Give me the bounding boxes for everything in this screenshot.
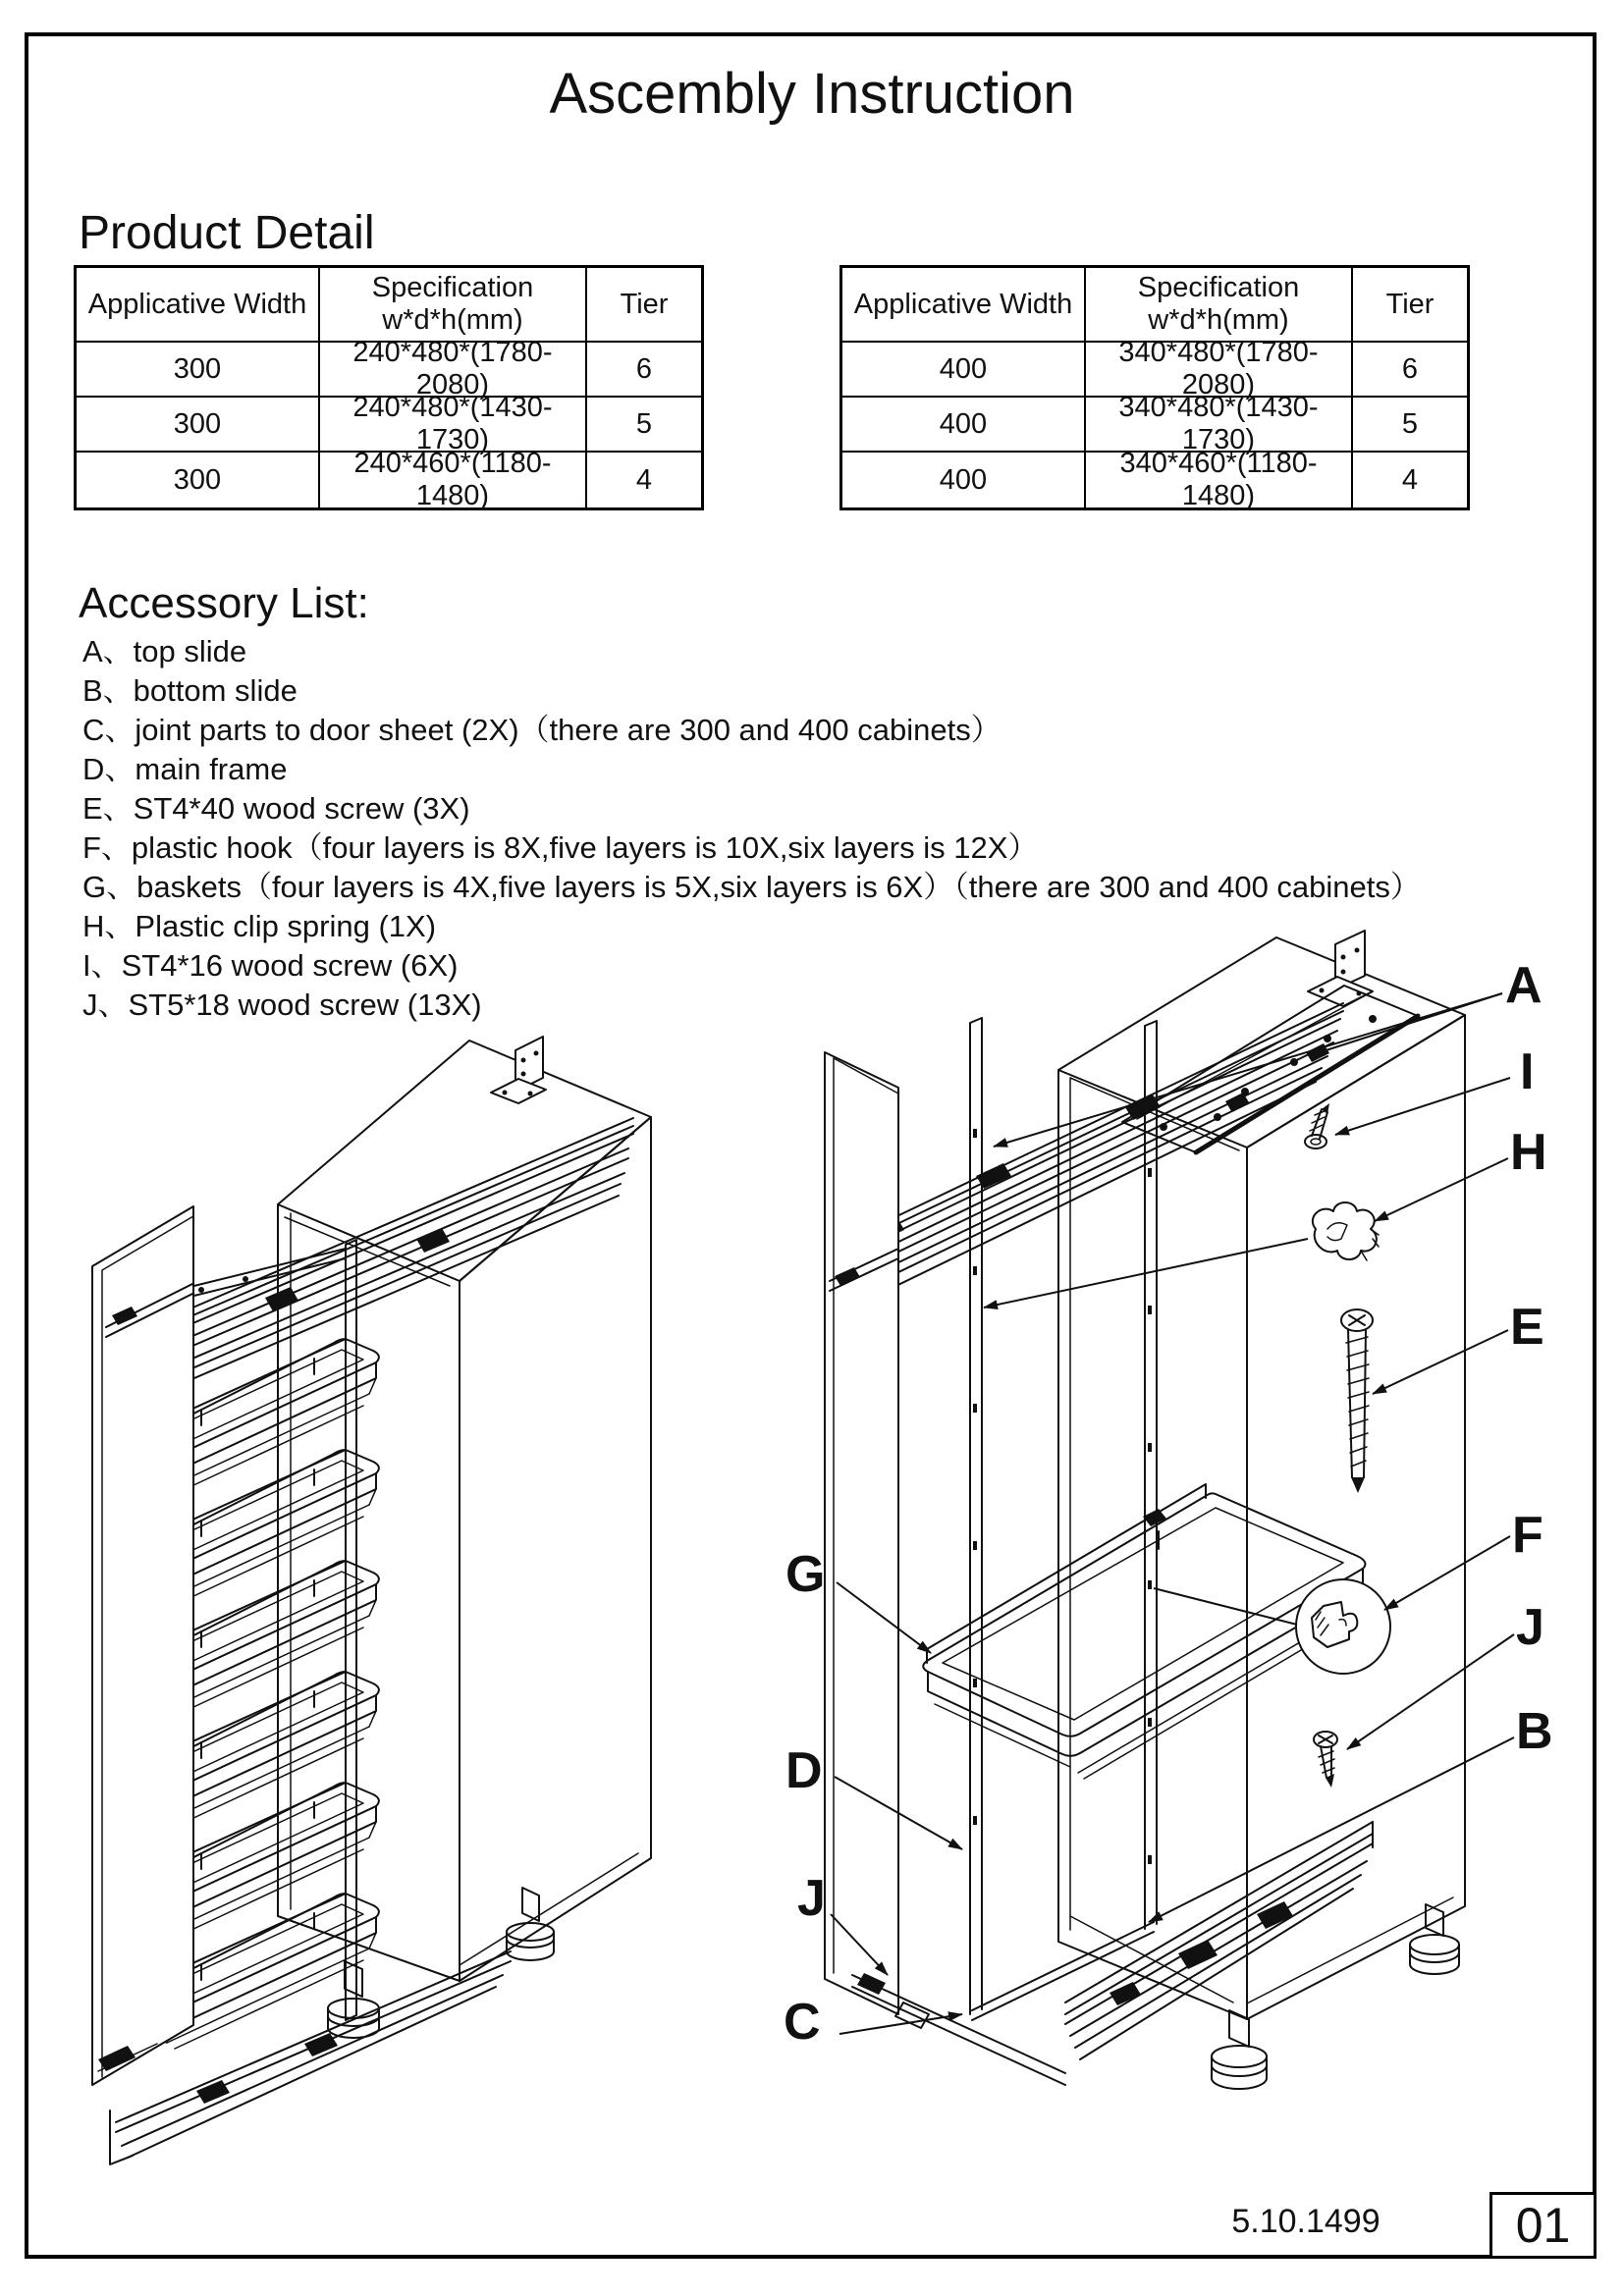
part-label-f: F: [1512, 1507, 1543, 1564]
part-label-b: B: [1516, 1703, 1553, 1760]
top-slide-plate-part: [1122, 986, 1418, 1152]
table-cell: 240*480*(1430-1730): [320, 398, 587, 453]
accessory-item: G、baskets（four layers is 4X,five layers is 5X,six layers is 6X）（there are 300 and 400 cabinets）: [82, 870, 1421, 904]
top-slide-part: [147, 1118, 633, 1400]
accessory-item: J、ST5*18 wood screw (13X): [82, 988, 482, 1022]
table-cell: 6: [587, 343, 701, 398]
part-label-d: D: [785, 1742, 823, 1799]
assembled-view-drawing: [92, 1037, 651, 2164]
table-cell: 4: [635, 463, 653, 496]
accessory-item: H、Plastic clip spring (1X): [82, 909, 437, 943]
spec-header-line2: w*d*h(mm): [382, 304, 523, 336]
table-cell: 340*460*(1180-1480): [1086, 453, 1353, 507]
table-cell: 300: [77, 398, 320, 453]
table-cell: 240*460*(1180-1480): [320, 453, 587, 507]
part-label-e: E: [1510, 1299, 1544, 1356]
part-label-j1: J: [1516, 1599, 1544, 1656]
wood-screw-j-part: [1314, 1732, 1337, 1788]
door-sheet-part: [92, 1206, 193, 2085]
table-cell: 5: [587, 398, 701, 453]
table-cell: 400: [842, 453, 1086, 507]
door-sheet-part: [825, 1052, 898, 2014]
wood-screw-e-part: [1341, 1309, 1373, 1493]
spec-header-line1: Specification: [371, 272, 534, 303]
table-cell: 240*480*(1780-2080): [320, 343, 587, 398]
part-label-c: C: [784, 1994, 821, 2051]
doc-number: 5.10.1499: [1231, 2203, 1380, 2240]
accessory-item: I、ST4*16 wood screw (6X): [82, 948, 459, 983]
accessory-item: A、top slide: [82, 634, 247, 668]
table-header-cell: Tier: [1353, 268, 1467, 343]
table-header-cell: Applicative Width: [77, 268, 320, 343]
accessory-item: C、joint parts to door sheet (2X)（there are 300 and 400 cabinets）: [82, 713, 1001, 747]
spec-header-line2: w*d*h(mm): [1148, 304, 1289, 336]
spec-header-line1: Specification: [1137, 272, 1300, 303]
table-cell: 4: [1401, 463, 1419, 496]
table-cell: 400: [842, 398, 1086, 453]
top-bracket-part: [1308, 931, 1373, 1006]
exploded-view-drawing: [825, 931, 1465, 2089]
accessory-item: B、bottom slide: [82, 673, 298, 708]
part-label-g: G: [785, 1546, 826, 1603]
page-title: Ascembly Instruction: [549, 62, 1075, 126]
page-number-box: [1489, 2192, 1597, 2259]
table-cell: 400: [842, 343, 1086, 398]
table-cell: 300: [77, 453, 320, 507]
table-cell: 300: [77, 343, 320, 398]
part-label-a: A: [1505, 957, 1543, 1014]
part-label-h: H: [1510, 1124, 1547, 1181]
table-cell: 5: [1353, 398, 1467, 453]
accessory-item: F、plastic hook（four layers is 8X,five layers is 10X,six layers is 12X）: [82, 830, 1039, 865]
table-cell: 6: [1353, 343, 1467, 398]
table-header-cell: Tier: [587, 268, 701, 343]
accessory-item: D、main frame: [82, 752, 288, 786]
top-slide-part: [861, 1003, 1343, 1305]
table-cell: 340*480*(1780-2080): [1086, 343, 1353, 398]
top-bracket-part: [491, 1037, 546, 1103]
clip-spring-part: [1313, 1202, 1379, 1260]
accessory-list-heading: Accessory List:: [79, 579, 369, 627]
part-label-i: I: [1520, 1043, 1535, 1100]
leader-arrows: [831, 993, 1514, 2034]
bottom-slide-part: [852, 1822, 1373, 2085]
hook-detail-circle: [1296, 1579, 1390, 1674]
table-header-cell: Applicative Width: [842, 268, 1086, 343]
table-cell: 340*480*(1430-1730): [1086, 398, 1353, 453]
page-number: 01: [1515, 2198, 1571, 2253]
part-label-j2: J: [797, 1870, 826, 1927]
accessory-item: E、ST4*40 wood screw (3X): [82, 791, 470, 826]
adjustable-feet: [1212, 1904, 1459, 2089]
product-detail-heading: Product Detail: [79, 207, 375, 259]
